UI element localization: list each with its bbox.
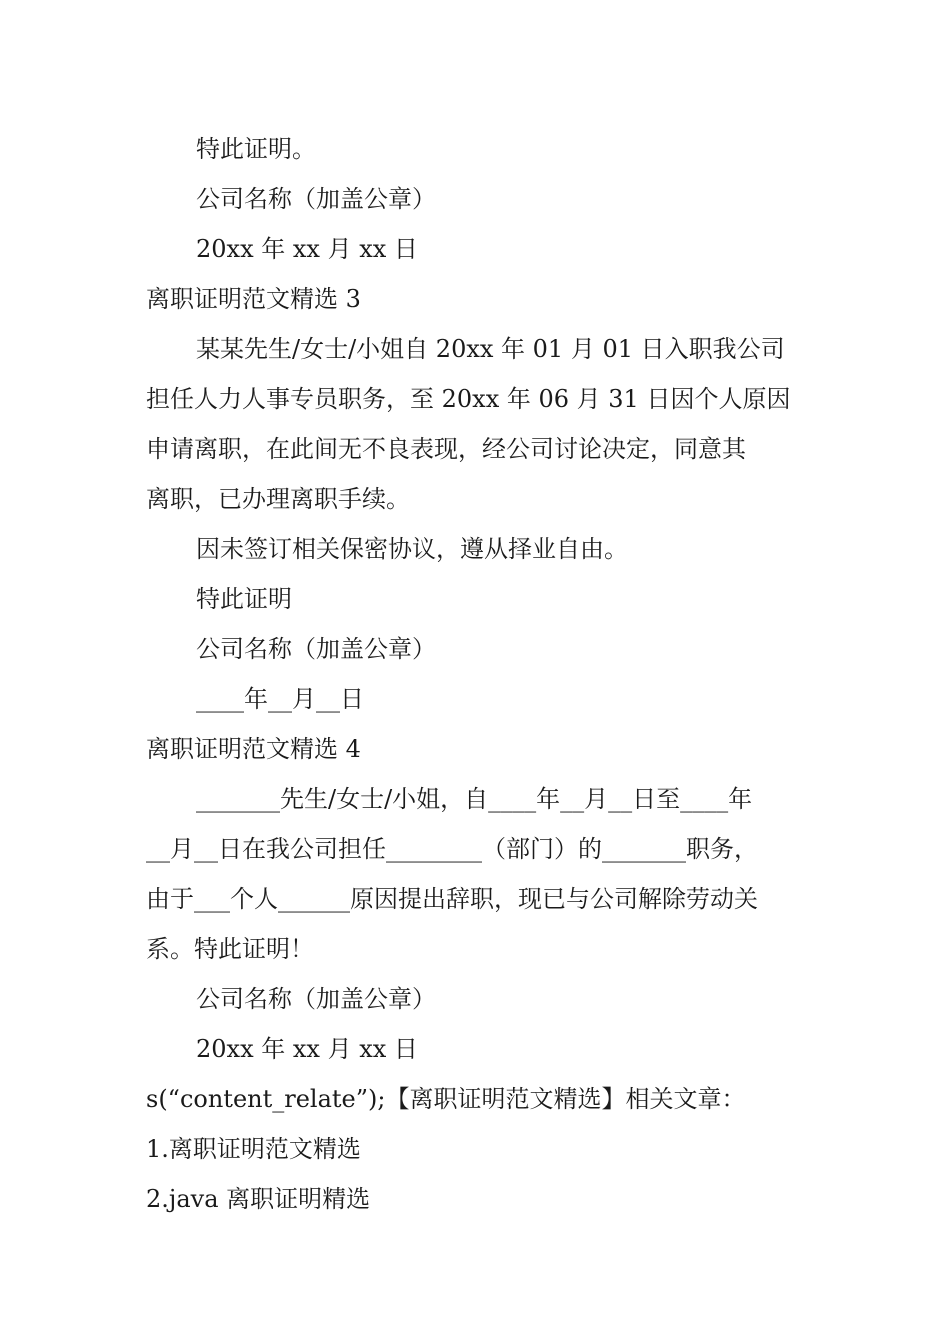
body-line: 离职，已办理离职手续。 — [146, 485, 410, 513]
related-article-link[interactable]: 1.离职证明范文精选 — [146, 1135, 361, 1163]
company-signature: 公司名称（加盖公章） — [196, 185, 436, 213]
closing-statement: 特此证明。 — [196, 135, 316, 163]
body-line: __月__日在我公司担任________（部门）的_______职务， — [146, 835, 758, 863]
body-line: _______先生/女士/小姐，自____年__月__日至____年 — [196, 785, 753, 813]
section-heading: 离职证明范文精选 4 — [146, 735, 361, 763]
date-line: 20xx 年 xx 月 xx 日 — [196, 1035, 418, 1063]
closing-statement: 特此证明 — [196, 585, 292, 613]
body-line: 系。特此证明！ — [146, 935, 314, 963]
related-article-link[interactable]: 2.java 离职证明精选 — [146, 1185, 371, 1213]
body-line: 因未签订相关保密协议，遵从择业自由。 — [196, 535, 628, 563]
company-signature: 公司名称（加盖公章） — [196, 635, 436, 663]
company-signature: 公司名称（加盖公章） — [196, 985, 436, 1013]
body-line: 申请离职，在此间无不良表现，经公司讨论决定，同意其 — [146, 435, 746, 463]
section-heading: 离职证明范文精选 3 — [146, 285, 361, 313]
date-line: ____年__月__日 — [196, 685, 364, 713]
date-line: 20xx 年 xx 月 xx 日 — [196, 235, 418, 263]
body-line: 由于___个人______原因提出辞职，现已与公司解除劳动关 — [146, 885, 758, 913]
body-line: 某某先生/女士/小姐自 20xx 年 01 月 01 日入职我公司 — [196, 335, 785, 363]
related-articles-line: s(“content_relate”);【离职证明范文精选】相关文章： — [146, 1085, 746, 1113]
body-line: 担任人力人事专员职务，至 20xx 年 06 月 31 日因个人原因 — [146, 385, 791, 413]
